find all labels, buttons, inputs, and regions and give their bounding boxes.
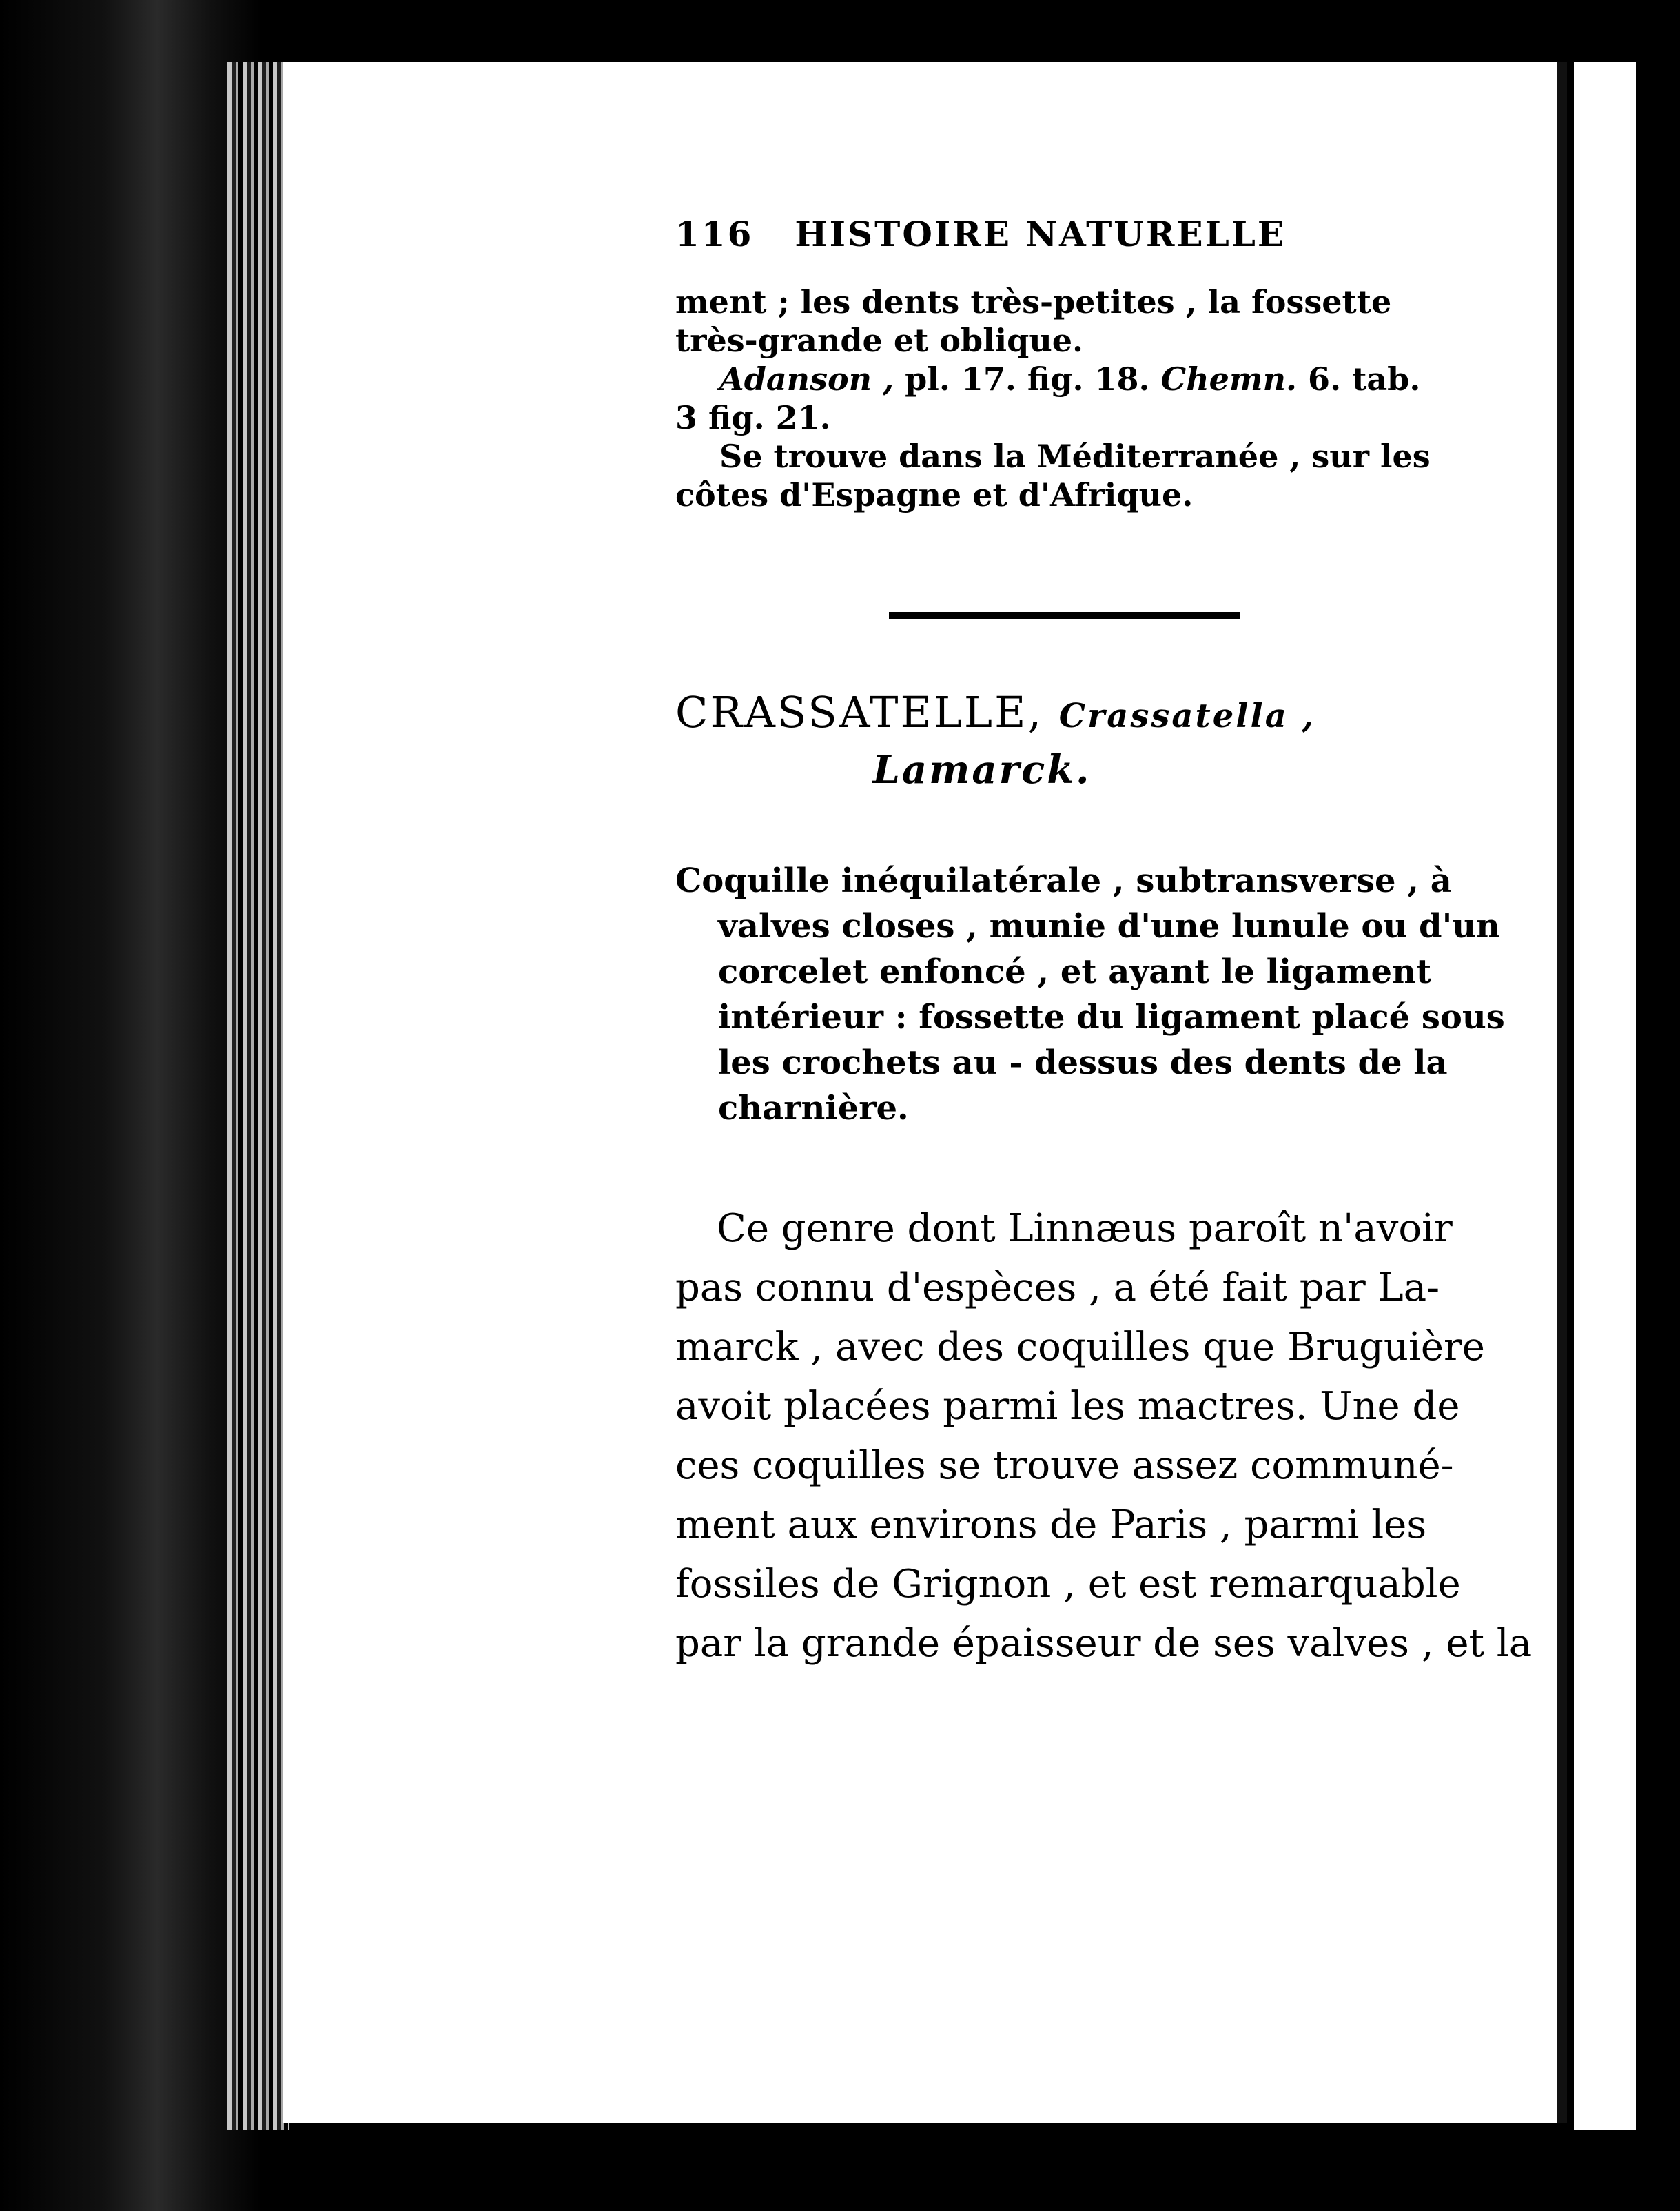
genus-latin-name: Crassatella ,: [1058, 697, 1316, 735]
body-line: Ce genre dont Linnæus paroît n'avoir: [717, 1206, 1453, 1251]
description-line: Coquille inéquilatérale , subtransverse , à: [675, 862, 1452, 900]
next-page-edge: [1567, 62, 1641, 2130]
description-line: intérieur : fossette du ligament placé sous: [718, 998, 1505, 1037]
body-line: par la grande épaisseur de ses valves , et la: [675, 1621, 1533, 1666]
description-line: charnière.: [718, 1089, 909, 1128]
location-line: côtes d'Espagne et d'Afrique.: [675, 476, 1194, 513]
body-line: ment aux environs de Paris , parmi les: [675, 1502, 1427, 1547]
body-line: fossiles de Grignon , et est remarquable: [675, 1562, 1461, 1607]
genus-name: CRASSATELLE,: [675, 687, 1044, 737]
description-line: valves closes , munie d'une lunule ou d'un: [718, 907, 1501, 946]
intro-paragraph: [675, 283, 1454, 514]
reference-text: 6. tab.: [1297, 360, 1421, 398]
location-line: Se trouve dans la Méditerranée , sur les: [719, 438, 1431, 475]
reference-text: pl. 17. fig. 18.: [894, 360, 1161, 398]
reference-line: 3 fig. 21.: [675, 399, 831, 436]
intro-line: très-grande et oblique.: [675, 322, 1084, 359]
body-paragraph: [675, 1199, 1533, 1673]
body-line: marck , avec des coquilles que Bruguière: [675, 1325, 1485, 1369]
body-line: avoit placées parmi les mactres. Une de: [675, 1384, 1460, 1429]
body-line: ces coquilles se trouve assez communé-: [675, 1443, 1454, 1488]
reference-author: Adanson ,: [719, 360, 894, 398]
description-line: corcelet enfoncé , et ayant le ligament: [718, 952, 1432, 991]
description-line: les crochets au - dessus des dents de la: [718, 1043, 1448, 1082]
reference-author: Chemn.: [1160, 360, 1298, 398]
running-head: [675, 214, 1286, 254]
genus-heading: [675, 686, 1454, 797]
page-number: 116: [675, 214, 754, 254]
body-line: pas connu d'espèces , a été fait par La-: [675, 1265, 1440, 1310]
genus-author: Lamarck.: [872, 747, 1092, 793]
reference-line: [675, 360, 1454, 398]
book-spine-shadow: [0, 0, 262, 2211]
page-stack-edge: [227, 62, 289, 2130]
genus-description: [675, 858, 1505, 1131]
section-divider: [889, 612, 1240, 619]
running-head-title: HISTOIRE NATURELLE: [795, 214, 1286, 254]
intro-line: ment ; les dents très-petites , la fossette: [675, 283, 1392, 320]
